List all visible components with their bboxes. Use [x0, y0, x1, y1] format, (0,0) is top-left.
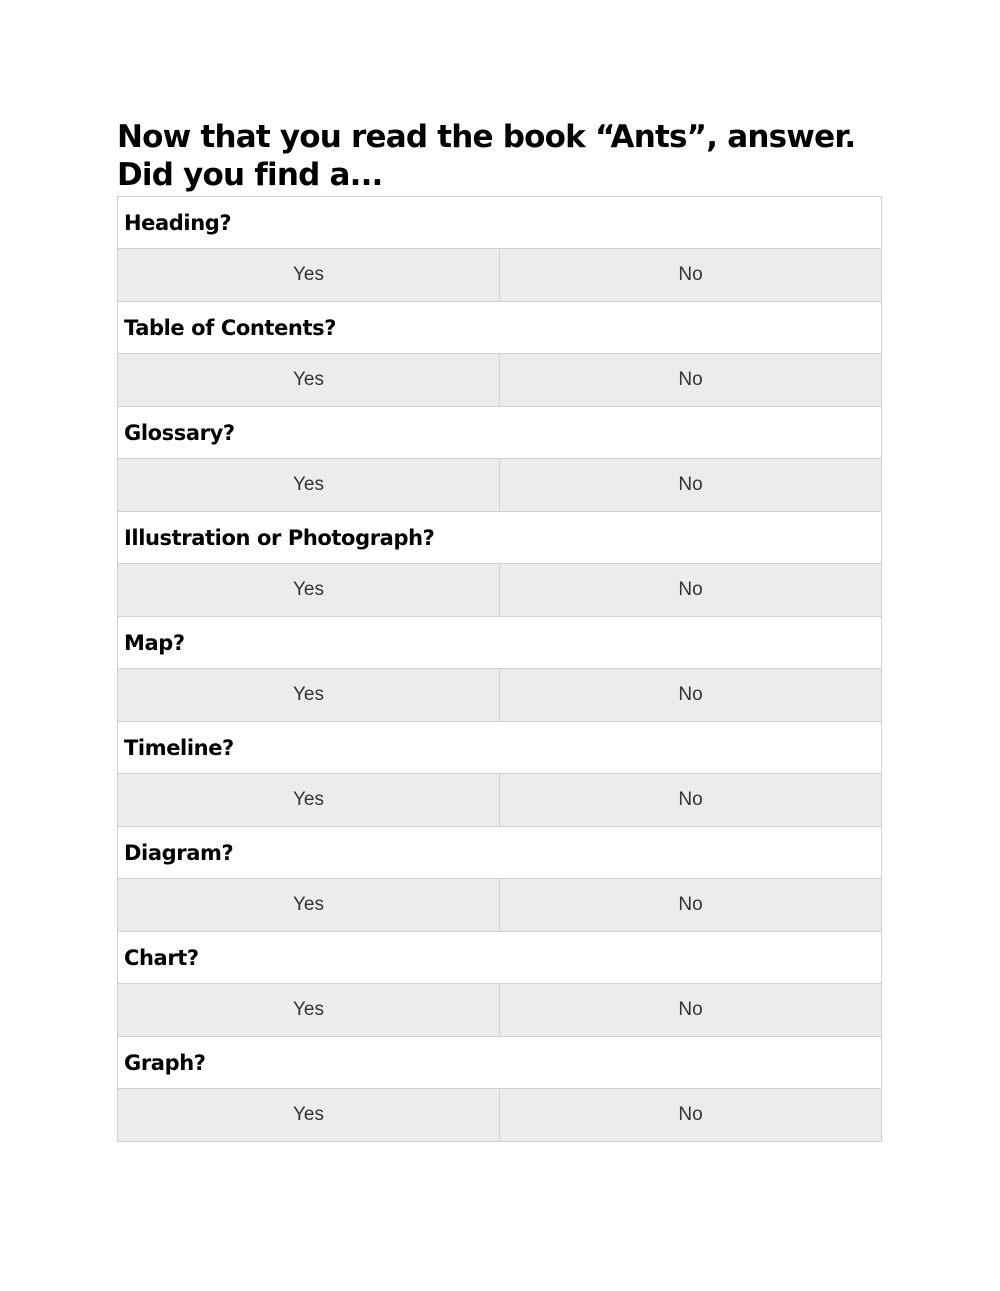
no-option[interactable]: No [678, 1104, 703, 1125]
question-label: Illustration or Photograph? [124, 525, 435, 550]
no-option[interactable]: No [678, 999, 703, 1020]
no-option[interactable]: No [678, 789, 703, 810]
no-option[interactable]: No [678, 474, 703, 495]
no-option[interactable]: No [678, 579, 703, 600]
question-row-illustration [118, 512, 881, 564]
question-row-table-of-contents [118, 302, 881, 354]
no-option[interactable]: No [678, 264, 703, 285]
answer-row-table-of-contents [118, 354, 881, 407]
question-row-timeline [118, 722, 881, 774]
answer-row-heading [118, 249, 881, 302]
answer-row-glossary [118, 459, 881, 512]
yes-option[interactable]: Yes [118, 354, 500, 406]
yes-option[interactable]: Yes [118, 669, 500, 721]
question-label: Chart? [124, 945, 199, 970]
question-label: Heading? [124, 210, 232, 235]
yes-option[interactable]: Yes [118, 774, 500, 826]
quiz-table [117, 196, 882, 1142]
title-line-2: Did you find a... [117, 157, 383, 193]
no-option[interactable]: No [678, 684, 703, 705]
yes-option[interactable]: Yes [118, 879, 500, 931]
question-label: Diagram? [124, 840, 234, 865]
question-row-diagram [118, 827, 881, 879]
question-row-map [118, 617, 881, 669]
yes-option[interactable]: Yes [118, 984, 500, 1036]
question-row-chart [118, 932, 881, 984]
question-label: Table of Contents? [124, 315, 336, 340]
title-line-1: Now that you read the book “Ants”, answer. [117, 119, 856, 155]
question-label: Timeline? [124, 735, 234, 760]
page-title [117, 118, 917, 194]
answer-row-illustration [118, 564, 881, 617]
no-option[interactable]: No [678, 894, 703, 915]
question-row-glossary [118, 407, 881, 459]
question-label: Graph? [124, 1050, 206, 1075]
answer-row-chart [118, 984, 881, 1037]
question-label: Glossary? [124, 420, 235, 445]
yes-option[interactable]: Yes [118, 564, 500, 616]
answer-row-diagram [118, 879, 881, 932]
answer-row-map [118, 669, 881, 722]
question-label: Map? [124, 630, 185, 655]
answer-row-timeline [118, 774, 881, 827]
question-row-graph [118, 1037, 881, 1089]
question-row-heading [118, 197, 881, 249]
yes-option[interactable]: Yes [118, 249, 500, 301]
yes-option[interactable]: Yes [118, 459, 500, 511]
answer-row-graph [118, 1089, 881, 1142]
no-option[interactable]: No [678, 369, 703, 390]
yes-option[interactable]: Yes [118, 1089, 500, 1141]
